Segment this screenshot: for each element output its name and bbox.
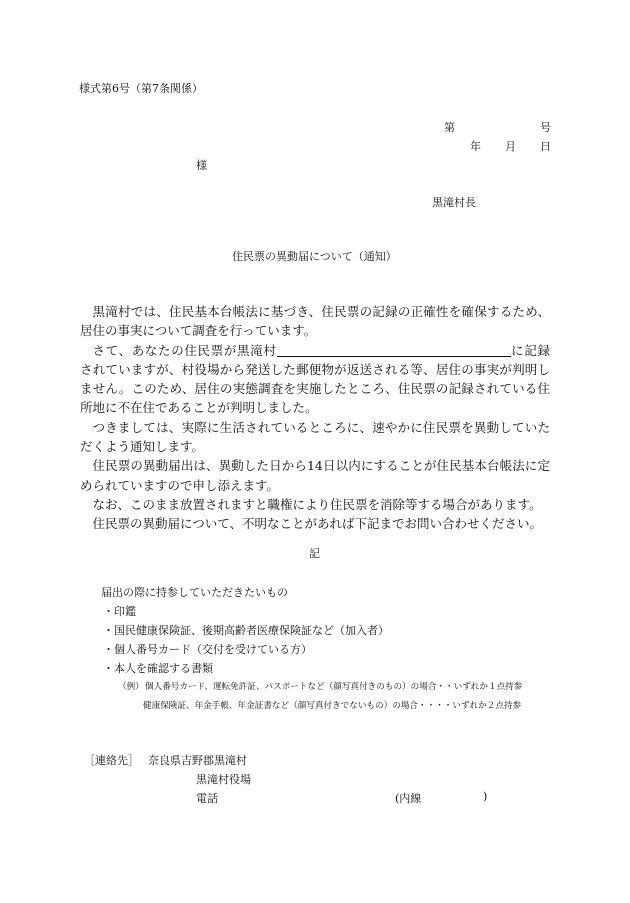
contact-extension-close: ) xyxy=(483,790,488,803)
items-heading: 届出の際に持参していただきたいもの xyxy=(101,586,288,599)
example-label: （例） xyxy=(118,682,144,692)
body-paragraph-6: 住民票の異動届について、不明なことがあれば下記までお問い合わせください。 xyxy=(92,516,543,532)
body-paragraph-4: 住民票の異動届出は、異動した日から14日以内にすることが住民基本台帳法に定められていますので申し添えます。 xyxy=(80,458,550,493)
number-prefix: 第 xyxy=(444,121,455,134)
address-blank-line xyxy=(277,343,511,357)
list-item: ・国民健康保険証、後期高齢者医療保険証など（加入者） xyxy=(103,624,389,637)
contact-label: ［連絡先］ xyxy=(84,754,139,767)
body-paragraph-3: つきましては、実際に生活されているところに、速やかに住民票を異動していただくよう通知します。 xyxy=(80,419,550,455)
contact-office: 黒滝村役場 xyxy=(196,773,251,786)
number-suffix: 号 xyxy=(540,121,551,134)
date-month: 月 xyxy=(505,140,516,153)
body-paragraph-2-rest: に記録されていますが、村役場から発送した郵便物が返送される等、居住の事実が判明しません。このため、居住の実態調査を実施したところ、住民票の記録されている住所地に不在住であることが判明しました。 xyxy=(80,342,550,416)
notice-body xyxy=(80,302,550,534)
ki-heading: 記 xyxy=(309,547,320,560)
contact-extension-open: (内線 xyxy=(395,792,422,805)
example-line-2: 健康保険証、年金手帳、年金証書など（顔写真付きでないもの）の場合・・・・いずれか２点持参 xyxy=(143,701,522,711)
recipient-honorific: 様 xyxy=(196,159,207,172)
body-paragraph-2-lead: さて、あなたの住民票が黒滝村 xyxy=(92,342,277,358)
body-paragraph-1: 黒滝村では、住民基本台帳法に基づき、住民票の記録の正確性を確保するため、居住の事実について調査を行っています。 xyxy=(80,304,550,339)
date-day: 日 xyxy=(540,140,551,153)
example-line-1: 個人番号カード、運転免許証、パスポートなど（顔写真付きのもの）の場合・・いずれか１点持参 xyxy=(145,682,523,692)
contact-phone-label: 電話 xyxy=(196,792,218,805)
body-paragraph-5: なお、このまま放置されますと職権により住民票を消除等する場合があります。 xyxy=(92,496,542,512)
list-item: ・個人番号カード（交付を受けている方） xyxy=(103,643,312,656)
page-title: 住民票の異動届について（通知） xyxy=(232,250,397,263)
list-item: ・印鑑 xyxy=(103,605,136,618)
date-year: 年 xyxy=(470,140,481,153)
list-item: ・本人を確認する書類 xyxy=(103,662,213,675)
sender-name: 黒滝村長 xyxy=(432,196,476,209)
form-number: 様式第6号（第7条関係） xyxy=(79,82,203,95)
contact-address: 奈良県吉野郡黒滝村 xyxy=(148,754,247,767)
body-paragraph-2 xyxy=(80,341,550,418)
